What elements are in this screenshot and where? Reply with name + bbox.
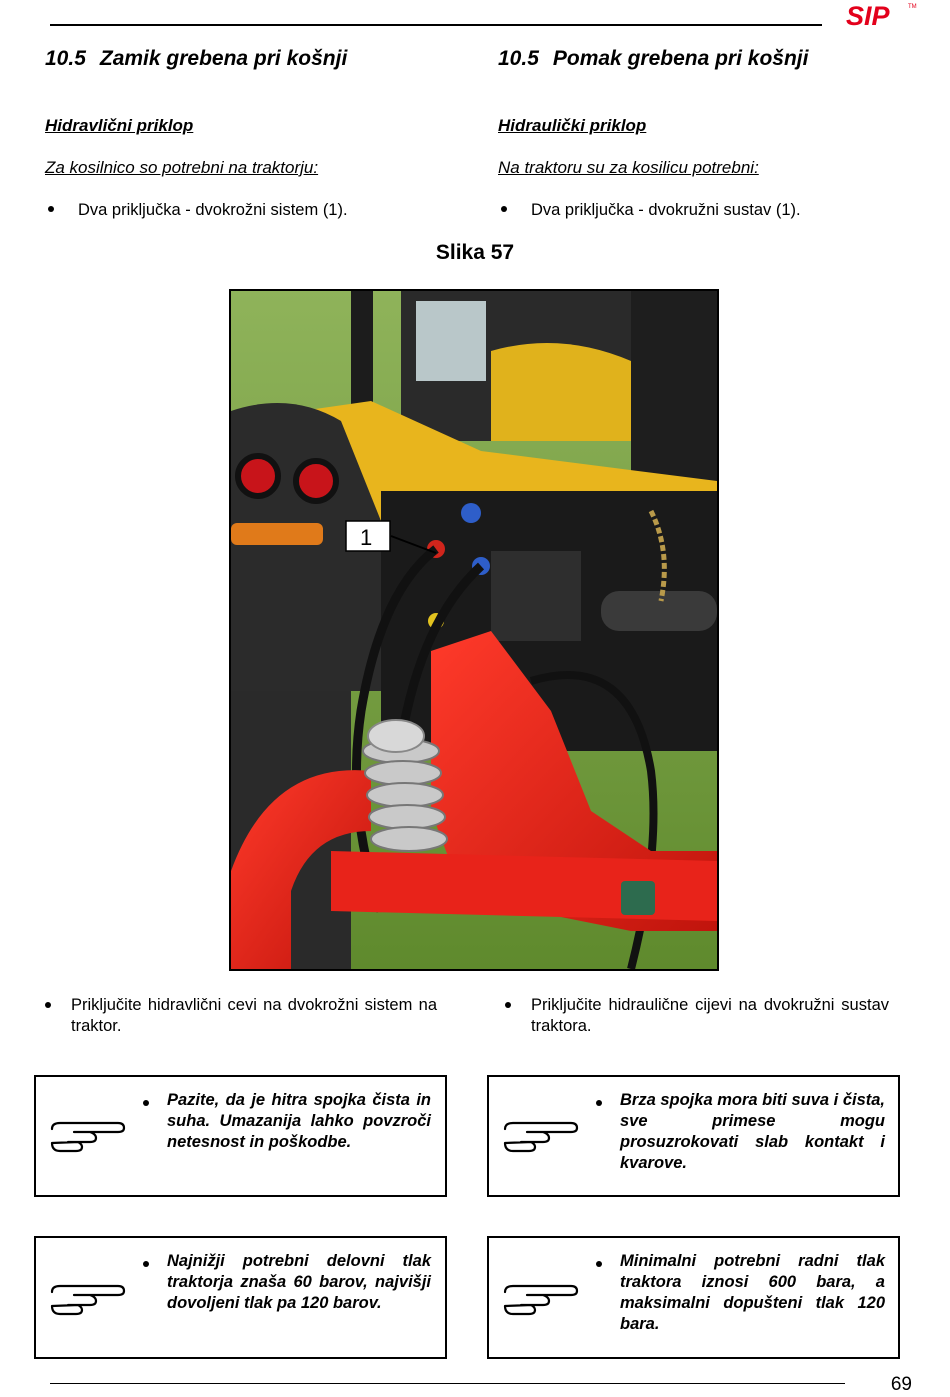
pointing-hand-icon (48, 1278, 126, 1318)
pointing-hand-icon (48, 1115, 126, 1155)
footer-rule (50, 1383, 845, 1384)
right-section-number: 10.5 (498, 47, 539, 70)
left-bullet-text: Dva priključka - dvokrožni sistem (1). (78, 201, 348, 219)
sip-logo (846, 0, 918, 30)
right-bullet-text: Dva priključka - dvokružni sustav (1). (531, 201, 801, 219)
left-intro: Za kosilnico so potrebni na traktorju: (45, 158, 319, 177)
right-note-1-text: Brza spojka mora biti suva i čista, sve primese mogu prosuzrokovati slab kontakt i kvarove. (620, 1091, 886, 1172)
page-number: 69 (890, 1374, 912, 1395)
bullet-dot (48, 206, 54, 212)
left-instruction (71, 995, 437, 1037)
left-note-box-2 (34, 1236, 447, 1359)
left-subheading: Hidravlični priklop (45, 116, 194, 135)
left-note-2-text: Najnižji potrebni delovni tlak traktorja znaša 60 barov, najvišji dovoljeni tlak pa 120 barov. (167, 1252, 431, 1312)
bullet-dot (596, 1261, 602, 1267)
figure-caption: Slika 57 (435, 241, 515, 264)
right-note-box-2 (487, 1236, 900, 1359)
left-instruction-text: Priključite hidravlični cevi na dvokrožni sistem na traktor. (71, 996, 437, 1035)
left-note-1-text: Pazite, da je hitra spojka čista in suha. Umazanija lahko povzroči netesnost in poškodbe. (167, 1091, 431, 1151)
logo-trademark: TM (908, 4, 917, 10)
right-instruction (531, 995, 889, 1037)
right-note-2-text: Minimalni potrebni radni tlak traktora iznosi 600 bara, a maksimalni dopušteni tlak 120 bara. (620, 1252, 885, 1333)
left-section-title: Zamik grebena pri košnji (99, 47, 348, 70)
pointing-hand-icon (501, 1115, 579, 1155)
left-section-heading (45, 47, 347, 71)
bullet-dot (596, 1100, 602, 1106)
header-rule (50, 24, 822, 26)
figure-photo (229, 289, 719, 971)
right-subheading: Hidraulički priklop (498, 116, 647, 135)
right-section-heading (498, 47, 808, 71)
pointing-hand-icon (501, 1278, 579, 1318)
right-bullet-item (501, 201, 801, 220)
left-bullet-item (48, 201, 348, 220)
left-section-number: 10.5 (45, 47, 86, 70)
bullet-dot (505, 1002, 511, 1008)
bullet-dot (143, 1100, 149, 1106)
right-note-box-1 (487, 1075, 900, 1197)
left-note-box-1 (34, 1075, 447, 1197)
tractor-hitch-illustration (231, 291, 717, 969)
logo-text: SIP (846, 1, 890, 30)
right-intro: Na traktoru su za kosilicu potrebni: (498, 158, 759, 177)
bullet-dot (45, 1002, 51, 1008)
bullet-dot (501, 206, 507, 212)
callout-number: 1 (360, 525, 373, 550)
bullet-dot (143, 1261, 149, 1267)
right-section-title: Pomak grebena pri košnji (552, 47, 809, 70)
right-instruction-text: Priključite hidraulične cijevi na dvokružni sustav traktora. (531, 996, 889, 1035)
